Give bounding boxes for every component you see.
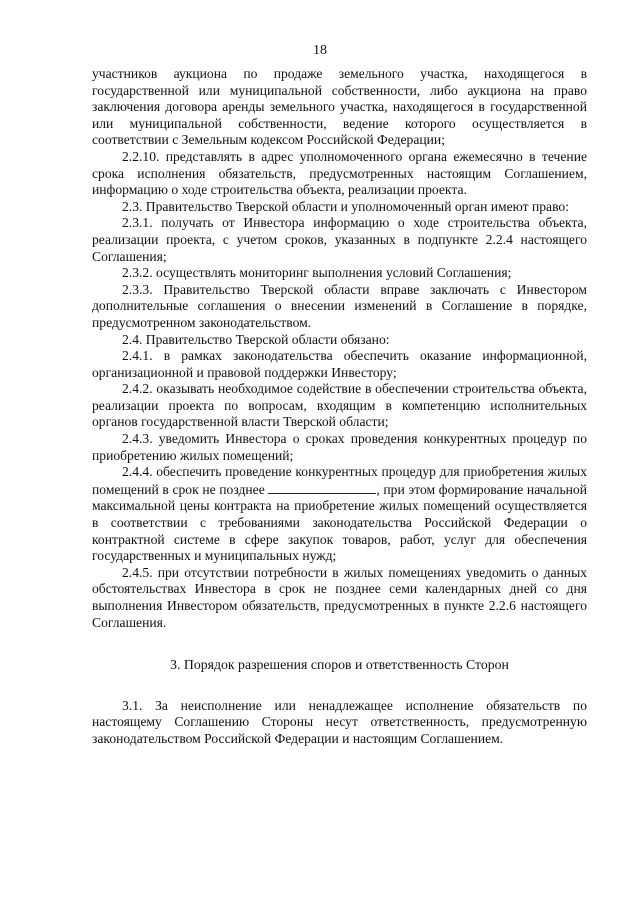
paragraph-2-4-2: 2.4.2. оказывать необходимое содействие в обеспечении строительства объекта, реализации проекта по вопросам, входящим в компетенцию исполнительных органов государственной власти Тверской области;: [92, 381, 587, 430]
paragraph-2-4-1: 2.4.1. в рамках законодательства обеспечить оказание информационной, организационной и правовой поддержки Инвестору;: [92, 348, 587, 380]
paragraph-2-2-10: 2.2.10. представлять в адрес уполномоченного органа ежемесячно в течение срока исполнения обязательств, предусмотренных настоящим Соглашением, информацию о ходе строительства объекта, реализации проекта.: [92, 148, 587, 198]
section-heading: 3. Порядок разрешения споров и ответственность Сторон: [170, 657, 509, 673]
paragraph-2-3-1: 2.3.1. получать от Инвестора информацию о ходе строительства объекта, реализации проекта, с учетом сроков, указанных в подпункте 2.2.4 настоящего Соглашения;: [92, 215, 587, 264]
paragraph-continuation: участников аукциона по продаже земельного участка, находящегося в государственной или муниципальной собственности, либо аукциона на право заключения договора аренды земельного участка, находящегося в государственной или муниципальной собственности, ведение которого осуществляется в соответствии с Земельным кодексом Российской Федерации;: [92, 66, 587, 148]
paragraph-2-4: 2.4. Правительство Тверской области обязано:: [122, 331, 390, 347]
paragraph-2-4-4: [92, 464, 587, 565]
blank-date-line: [268, 481, 376, 494]
paragraph-2-3-2: 2.3.2. осуществлять мониторинг выполнения условий Соглашения;: [122, 265, 512, 281]
paragraph-2-4-4-after: , при этом формирование начальной максимальной цены контракта на приобретение жилых помещений осуществляется в соответствии с требованиями законодательства Российской Федерации о контрактной системе в сфере закупок товаров, работ, услуг для обеспечения государственных и муниципальных нужд;: [92, 481, 587, 564]
paragraph-2-3: 2.3. Правительство Тверской области и уполномоченный орган имеют право:: [122, 198, 569, 214]
paragraph-2-4-5: 2.4.5. при отсутствии потребности в жилых помещениях уведомить о данных обстоятельствах Инвестора в срок не позднее семи календарных дней со дня выполнения Инвестором обязательств, предусмотренных в пункте 2.2.6 настоящего Соглашения.: [92, 564, 587, 630]
page-number: 18: [313, 43, 327, 58]
paragraph-2-4-4-before: 2.4.4. обеспечить проведение конкурентных процедур для приобретения жилых помещений в срок не позднее: [92, 464, 587, 497]
paragraph-2-3-3: 2.3.3. Правительство Тверской области вправе заключать с Инвестором дополнительные соглашения о внесении изменений в Соглашение в порядке, предусмотренном законодательством.: [92, 281, 587, 330]
paragraph-3-1: 3.1. За неисполнение или ненадлежащее исполнение обязательств по настоящему Соглашению Стороны несут ответственность, предусмотренную законодательством Российской Федерации и настоящим Соглашением.: [92, 697, 587, 746]
document-body: [92, 66, 587, 748]
paragraph-2-4-3: 2.4.3. уведомить Инвестора о сроках проведения конкурентных процедур по приобретению жилых помещений;: [92, 431, 587, 463]
